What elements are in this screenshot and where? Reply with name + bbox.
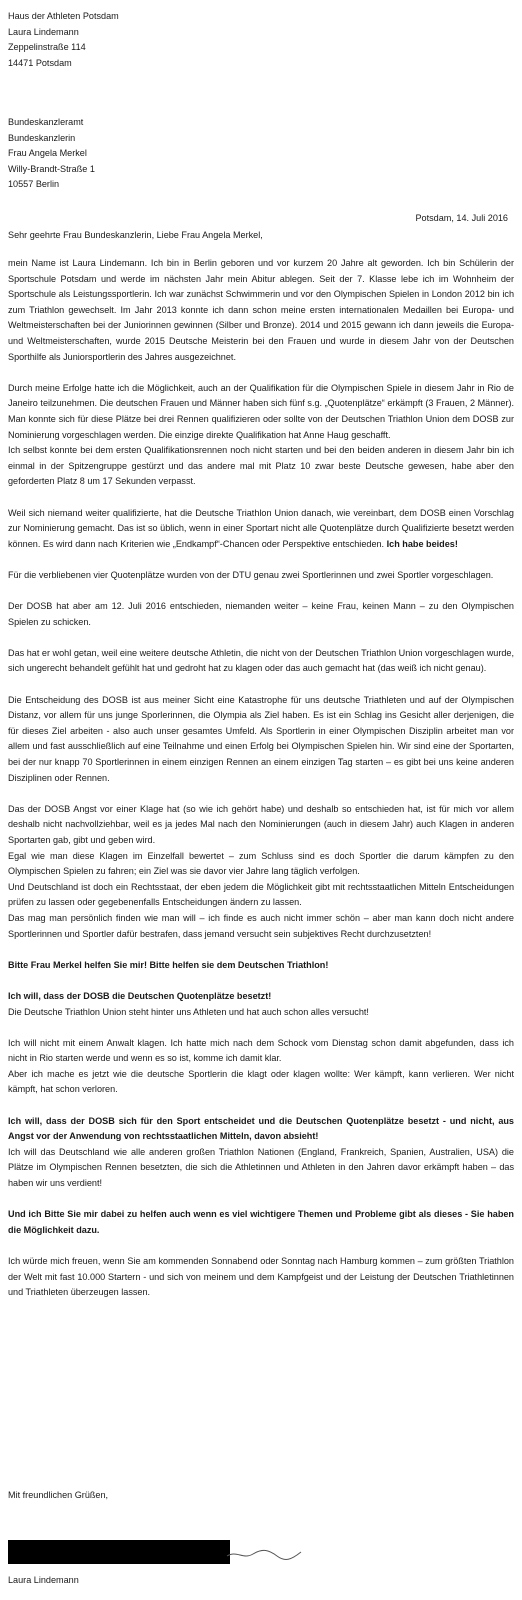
recipient-address bbox=[8, 115, 95, 193]
paragraph-dtu-support: Die Deutsche Triathlon Union steht hinter uns Athleten und hat auch schon alles versucht! bbox=[8, 1006, 369, 1017]
paragraph-nomination-text: Weil sich niemand weiter qualifizierte, hat die Deutsche Triathlon Union danach, wie vereinbart, dem DOSB einen Vorschlag zur Nominierung gemacht. Das ist so üblich, wenn in einer Sportart nicht alle Quotenplätze durch Qualifizierte besetzt werden können. Es wird dann nach Kriterien wie „Endkampf“-Chancen oder Perspektive entschieden. bbox=[8, 507, 514, 549]
sender-line: 14471 Potsdam bbox=[8, 57, 72, 68]
recipient-line: Willy-Brandt-Straße 1 bbox=[8, 163, 95, 174]
paragraph-qualification: Durch meine Erfolge hatte ich die Möglichkeit, auch an der Qualifikation für die Olympischen Spiele in diesem Jahr in Rio de Janeiro teilzunehmen. Die deutschen Frauen und Männer haben sich fünf s.g. „Quotenplätze“ erkämpft (3 Frauen, 2 Männer). Man konnte sich für diese Plätze bei drei Rennen qualifizieren oder sollte von der Deutschen Triathlon Union dem DOSB zur Nominierung vorgeschlagen werden. Die einzige direkte Qualifikation hat Anne Haug geschafft. bbox=[8, 382, 514, 440]
letter-date: Potsdam, 14. Juli 2016 bbox=[415, 213, 508, 223]
signature-redaction-bar bbox=[8, 1540, 230, 1564]
demand-quota-heading: Ich will, dass der DOSB die Deutschen Quotenplätze besetzt! bbox=[8, 990, 272, 1001]
paragraph-fear-of-lawsuit: Das der DOSB Angst vor einer Klage hat (so wie ich gehört habe) und deshalb so entschieden hat, ist für mich vor allem deshalb nicht nachvollziehbar, weil es ja jedes Mal nach den Nominierungen (auch in diesem Jahr) auch Klagen in anderen Sportarten gab, gibt und geben wird. bbox=[8, 803, 514, 845]
paragraph-no-lawyer: Ich will nicht mit einem Anwalt klagen. Ich hatte mich nach dem Schock vom Dienstag schon damit abgefunden, dass ich nicht in Rio starten werde und wenn es so ist, komme ich damit klar. bbox=[8, 1037, 514, 1064]
closing: Mit freundlichen Grüßen, bbox=[8, 1490, 109, 1500]
paragraph-punishment: Das mag man persönlich finden wie man will – ich finde es auch nicht immer schön – aber man kann doch nicht andere Sportlerinnen und Sportler dafür bestrafen, dass jemand versucht sein subjektives Recht durchzusetzten! bbox=[8, 912, 514, 939]
recipient-line: Bundeskanzlerin bbox=[8, 132, 76, 143]
sender-line: Haus der Athleten Potsdam bbox=[8, 11, 119, 21]
signature-name: Laura Lindemann bbox=[8, 1575, 79, 1585]
paragraph-catastrophe: Die Entscheidung des DOSB ist aus meiner Sicht eine Katastrophe für uns deutsche Triathleten und auf der Olympischen Distanz, vor allem für uns junge Sporlerinnen, die Olympia als Ziel haben. Es ist ein Schlag ins Gesicht aller derjenigen, die für dieses Ziel arbeiten - also auch unser gesamtes Umfeld. Als Sportlerin in einer Olympischen Disziplin arbeitet man vor allem und fast ausschließlich auf eine Teilnahme und einen Erfolg bei Olympischen Spielen hin. Wir sind eine der Sportarten, bei der nur knapp 70 Sportlerinnen in einem einzigen Rennen an einem einzigen Tag starten – es gibt bei uns keine anderen Disziplinen oder Rennen. bbox=[8, 694, 514, 783]
paragraph-dosb-decision: Der DOSB hat aber am 12. Juli 2016 entschieden, niemanden weiter – keine Frau, keinen Mann – zu den Olympischen Spielen zu schicken. bbox=[8, 601, 514, 627]
recipient-line: 10557 Berlin bbox=[8, 179, 60, 190]
paragraph-quota-proposal: Für die verbliebenen vier Quotenplätze wurden von der DTU genau zwei Sportlerinnen und zwei Sportler vorgeschlagen. bbox=[8, 569, 494, 580]
sender-line: Zeppelinstraße 114 bbox=[8, 42, 86, 53]
paragraph-lawsuit: Das hat er wohl getan, weil eine weitere deutsche Athletin, die nicht von der Deutschen Triathlon Union vorgeschlagen wurde, sich ungerecht behandelt gefühlt hat und gedroht hat zu klagen oder das auch gemacht hat (das weiß ich nicht genau). bbox=[8, 647, 514, 674]
plea-heading: Bitte Frau Merkel helfen Sie mir! Bitte helfen sie dem Deutschen Triathlon! bbox=[8, 959, 329, 970]
signature-scribble bbox=[225, 1546, 305, 1562]
letter-body bbox=[8, 256, 514, 1316]
recipient-line: Bundeskanzleramt bbox=[8, 117, 84, 127]
paragraph-rule-of-law: Und Deutschland ist doch ein Rechtsstaat, der eben jedem die Möglichkeit gibt mit rechtsstaatlichen Mitteln Entscheidungen prüfen zu lassen oder gegebenenfalls Entscheidungen ändern zu lassen. bbox=[8, 881, 514, 908]
demand-sport-heading: Ich will, dass der DOSB sich für den Sport entscheidet und die Deutschen Quotenplätze besetzt - und nicht, aus Angst vor der Anwendung von rechtsstaatlichen Mitteln, davon absieht! bbox=[8, 1115, 514, 1142]
paragraph-who-fights: Aber ich mache es jetzt wie die deutsche Sportlerin die klagt oder klagen wollte: Wer kämpft, kann verlieren. Wer nicht kämpft, hat schon verloren. bbox=[8, 1068, 514, 1095]
paragraph-qualification-result: Ich selbst konnte bei dem ersten Qualifikationsrennen noch nicht starten und bei den beiden anderen in diesem Jahr bin ich einmal in der Spitzengruppe gestürzt und das andere mal mit Platz 10 zwar beste Deutsche gewesen, habe aber den geforderten Platz 8 um 17 Sekunden verpasst. bbox=[8, 445, 514, 487]
paragraph-athletes-fight: Egal wie man diese Klagen im Einzelfall bewertet – zum Schluss sind es doch Sportler die darum kämpfen zu den Olympischen Spielen zu fahren; ein Ziel was sie davor vier Jahre lang täglich verfolgen. bbox=[8, 850, 514, 877]
paragraph-nomination bbox=[8, 506, 514, 553]
request-help-heading: Und ich Bitte Sie mir dabei zu helfen auch wenn es viel wichtigere Themen und Probleme gibt als dieses - Sie haben die Möglichkeit dazu. bbox=[8, 1209, 514, 1235]
paragraph-intro: mein Name ist Laura Lindemann. Ich bin in Berlin geboren und vor kurzem 20 Jahre alt geworden. Ich bin Schülerin der Sportschule Potsdam und werde im nächsten Jahr mein Abitur ablegen. Seit der 7. Klasse lebe ich im Wohnheim der Sportschule als Leistungssportlerin. Ich war zunächst Schwimmerin und vor den Olympischen Spielen in London 2012 bin ich zum Triathlon gewechselt. Im Jahr 2013 konnte ich dann schon meine ersten internationalen Medaillen bei Europa- und Weltmeisterschaften bei der Juniorinnen gewinnen (Silber und Bronze). 2014 und 2015 gewann ich dann jeweils die Europa- und Weltmeisterschaften, wurde 2015 Deutsche Meisterin bei den Frauen und wurde in diesem Jahr von der Deutschen Sporthilfe als Juniorsportlerin des Jahres ausgezeichnet. bbox=[8, 258, 514, 362]
salutation: Sehr geehrte Frau Bundeskanzlerin, Liebe Frau Angela Merkel, bbox=[8, 230, 263, 240]
sender-address bbox=[8, 9, 119, 71]
recipient-line: Frau Angela Merkel bbox=[8, 148, 87, 159]
paragraph-nomination-emphasis: Ich habe beides! bbox=[386, 538, 458, 549]
paragraph-invitation: Ich würde mich freuen, wenn Sie am kommenden Sonnabend oder Sonntag nach Hamburg kommen – zum größten Triathlon der Welt mit fast 10.000 Startern - und sich von meinem und dem Kampfgeist und der Leistung der Deutschen Triathletinnen und Triathleten überzeugen lassen. bbox=[8, 1256, 514, 1298]
paragraph-other-nations: Ich will das Deutschland wie alle anderen großen Triathlon Nationen (England, Frankreich, Spanien, Australien, USA) die Plätze im Olympischen Rennen besetzten, die sich die Athletinnen und Athleten in den Jahren davor erkämpft haben – das haben wir uns verdient! bbox=[8, 1146, 514, 1189]
sender-line: Laura Lindemann bbox=[8, 26, 79, 37]
